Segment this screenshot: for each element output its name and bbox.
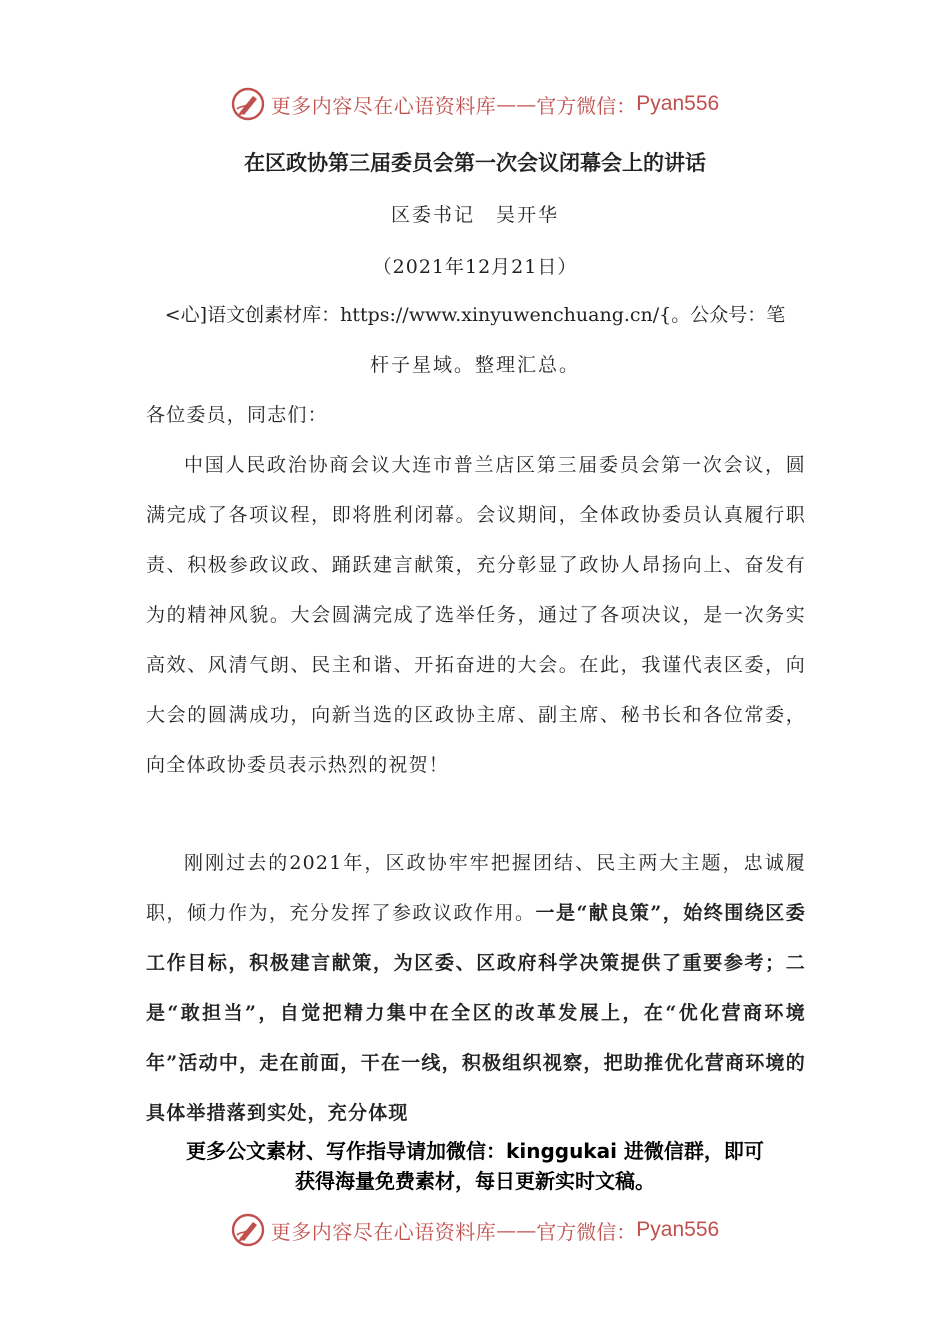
paragraph-2-bold-text: 一是“献良策”，始终围绕区委工作目标，积极建言献策，为区委、区政府科学决策提供了重要参考；二是“敢担当”，自觉把精力集中在全区的改革发展上，在“优化营商环境年”活动中，走在前面，干在一线，积极组织视察，把助推优化营商环境的具体举措落到实处，充分体现 (146, 902, 806, 1124)
promo-line-1: 更多公文素材、写作指导请加微信：kinggukai 进微信群，即可 (186, 1139, 764, 1163)
promo-block (0, 1136, 950, 1196)
banner-dash: —— (496, 1218, 537, 1242)
source-line-2: 杆子星域。整理汇总。 (369, 354, 580, 376)
banner-text: 更多内容尽在心语资料库 (270, 93, 497, 118)
promo-line-2: 获得海量免费素材，每日更新实时文稿。 (295, 1169, 655, 1193)
source-line-1: <心]语文创素材库：https://www.xinyuwenchuang.cn/{。公众号：笔 (164, 304, 786, 326)
banner-wechat-id: Pyan556 (636, 1218, 720, 1241)
banner-wechat-label: 官方微信： (536, 1219, 637, 1244)
banner-wechat-label: 官方微信： (536, 93, 637, 118)
salutation: 各位委员，同志们： (146, 404, 328, 426)
paragraph-1: 中国人民政治协商会议大连市普兰店区第三届委员会第一次会议，圆满完成了各项议程，即将胜利闭幕。会议期间，全体政协委员认真履行职责、积极参政议政、踊跃建言献策，充分彰显了政协人昂扬向上、奋发有为的精神风貌。大会圆满完成了选举任务，通过了各项决议，是一次务实高效、风清气朗、民主和谐、开拓奋进的大会。在此，我谨代表区委，向大会的圆满成功，向新当选的区政协主席、副主席、秘书长和各位常委，向全体政协委员表示热烈的祝贺！ (146, 454, 806, 776)
footer-banner (0, 1208, 950, 1252)
author-line: 区委书记 吴开华 (390, 204, 559, 226)
banner-text: 更多内容尽在心语资料库 (270, 1219, 497, 1244)
paragraph-2-text: 刚刚过去的2021年，区政协牢牢把握团结、民主两大主题，忠诚履职，倾力作为，充分发挥了参政议政作用。 (146, 852, 806, 924)
pen-logo-icon (231, 1213, 265, 1247)
document-title: 在区政协第三届委员会第一次会议闭幕会上的讲话 (244, 150, 706, 175)
banner-wechat-id: Pyan556 (636, 92, 720, 115)
paragraph-2 (146, 838, 806, 1138)
header-banner (0, 82, 950, 126)
date-line: （2021年12月21日） (372, 256, 578, 278)
pen-logo-icon (231, 87, 265, 121)
banner-dash: —— (496, 92, 537, 116)
